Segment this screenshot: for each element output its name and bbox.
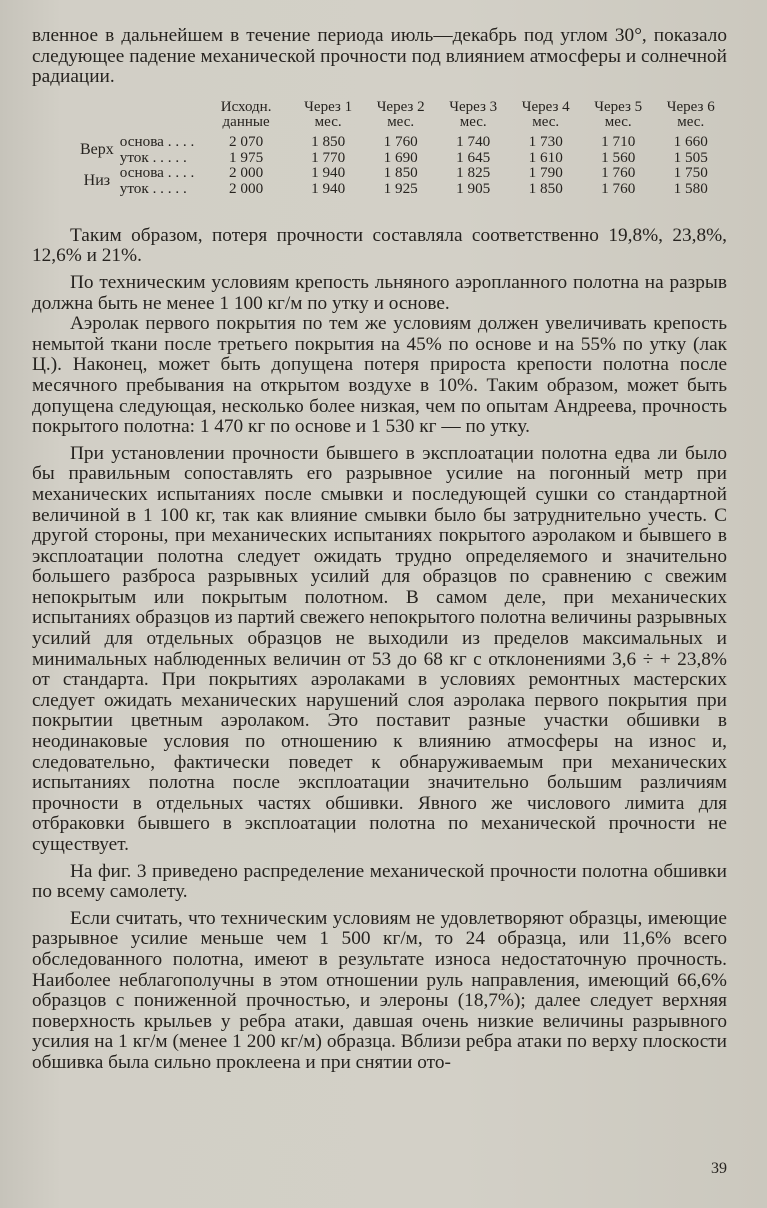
- table-row: [80, 134, 727, 150]
- table-cell: 1 905: [456, 179, 491, 197]
- table-cell: 1 505: [673, 148, 708, 166]
- group-label: Верх: [80, 140, 114, 158]
- table-header-cell: Через 2 мес.: [376, 98, 425, 130]
- table-header-cell: Через 3 мес.: [449, 98, 498, 130]
- table-cell: 1 825: [456, 164, 491, 182]
- paragraph-tech-conditions: По техническим условиям крепость льняного аэроплaнного полотна на разрыв должна быть не менее 1 100 кг/м по утку и основе.: [32, 271, 727, 314]
- row-label: уток . . . . .: [119, 179, 187, 197]
- table-cell: 1 560: [601, 148, 636, 166]
- table-cell: 1 750: [673, 164, 708, 182]
- paragraph-loss-summary: Таким образом, потеря прочности составляла соответственно 19,8%, 23,8%, 12,6% и 21%.: [32, 224, 727, 267]
- row-label: уток . . . . .: [119, 148, 187, 166]
- table-cell: 1 850: [528, 179, 563, 197]
- table-cell: 1 760: [601, 164, 636, 182]
- table-cell: 1 730: [528, 133, 563, 151]
- table-row: [80, 165, 727, 181]
- table-cell: 1 760: [383, 133, 418, 151]
- table-cell: 1 940: [311, 179, 346, 197]
- page-number: 39: [711, 1160, 727, 1177]
- table-header-cell: Через 4 мес.: [521, 98, 570, 130]
- table-header-cell: Через 5 мес.: [594, 98, 643, 130]
- table-row: [80, 180, 727, 196]
- table-cell: 1 790: [528, 164, 563, 182]
- table-header-cell: Исходн. данные: [220, 98, 272, 130]
- paragraph-strength-assessment: При установлении прочности бывшего в эксплоатации полотна едва ли было бы правильным сопоставлять его разрывное усилие на погонный метр при механических испытаниях после смывки и последующей сушки со стандартной величиной в 1 100 кг, так как влияние смывки было бы затруднительно учесть. С другой стороны, при механических испытаниях покрытого аэролаком и бывшего в эксплоатации полотна следует ожидать трудно определяемого и значительно большего разброса разрывных усилий для образцов по сравнению с свежим непокрытым или покрытым полотном. В самом деле, при механических испытаниях образцов из партий свежего непокрытого полотна величины разрывных усилий для отдельных образцов не выходили из пределов максимальных и минимальных наблюденных величин от 53 до 68 кг с отклонениями 3,6 ÷ + 23,8% от стандарта. При покрытиях аэролаками в условиях ремонтных мастерских следует ожидать механических нарушений слоя аэролака первого покрытия при покрытии цветным аэролаком. Это поставит разные участки обшивки в неодинаковые условия по отношению к влиянию атмосферы на износ и, следовательно, фактически поведет к обнаруживаемым при механических испытаниях полотна после эксплоатации значительно большим различиям прочности в отдельных частях обшивки. Явного же числового лимита для отбраковки бывшего в эксплоатации полотна по механической прочности не существует.: [32, 442, 727, 855]
- paragraph-aerolak: Аэролак первого покрытия по тем же условиям должен увеличивать крепость немытой ткани после третьего покрытия на 45% по основе и на 55% по утку (лак Ц.). Наконец, может быть допущена потеря прироста крепости полотна после месячного пребывания на открытом воздухе в 10%. Таким образом, может быть допущена следующая, несколько более низкая, чем по опытам Андреева, прочность покрытого полотна: 1 470 кг по основе и 1 530 кг — по утку.: [32, 313, 727, 438]
- intro-paragraph: вленное в дальнейшем в течение периода июль—декабрь под углом 30°, показало следующее падение механической прочности под влиянием атмосферы и солнечной радиации.: [32, 25, 727, 88]
- table-row: [80, 149, 727, 165]
- table-cell: 1 710: [601, 133, 636, 151]
- table-cell: 1 610: [528, 148, 563, 166]
- strength-table: [80, 100, 727, 196]
- table-header-cell: Через 1 мес.: [304, 98, 353, 130]
- table-cell: 2 000: [229, 164, 264, 182]
- table-cell: 1 925: [383, 179, 418, 197]
- paragraph-defective-samples: Если считать, что техническим условиям не удовлетворяют образцы, имеющие разрывное усилие меньше чем 1 500 кг/м, то 24 образца, или 11,6% всего обследованного полотна, имеют в результате износа недостаточную прочность. Наиболее неблагополучны в этом отношении руль направления, имеющий 66,6% образцов с пониженной прочностью, и элероны (18,7%); далее следует верхняя поверхность крыльев у ребра атаки, давшая очень низкие величины разрывного усилия на 1 кг/м (менее 1 200 кг/м) образца. Вблизи ребра атаки по верху плоскости обшивка была сильно проклеена и при снятии ото-: [32, 907, 727, 1073]
- group-label: Низ: [83, 171, 111, 189]
- table-cell: 1 760: [601, 179, 636, 197]
- table-cell: 1 660: [673, 133, 708, 151]
- table-cell: 1 690: [383, 148, 418, 166]
- table-cell: 2 070: [229, 133, 264, 151]
- row-label: основа . . . .: [119, 164, 195, 182]
- table-header-cell: Через 6 мес.: [666, 98, 715, 130]
- table-cell: 1 975: [229, 148, 264, 166]
- table-cell: 1 645: [456, 148, 491, 166]
- table-cell: 1 850: [383, 164, 418, 182]
- table-cell: 1 850: [311, 133, 346, 151]
- paragraph-figure-reference: На фиг. 3 приведено распределение механической прочности полотна обшивки по всему самолету.: [32, 860, 727, 903]
- table-header-row: [80, 100, 727, 134]
- row-label: основа . . . .: [119, 133, 195, 151]
- strength-table-container: [80, 100, 727, 196]
- table-cell: 1 740: [456, 133, 491, 151]
- table-cell: 2 000: [229, 179, 264, 197]
- table-cell: 1 770: [311, 148, 346, 166]
- table-cell: 1 940: [311, 164, 346, 182]
- table-cell: 1 580: [673, 179, 708, 197]
